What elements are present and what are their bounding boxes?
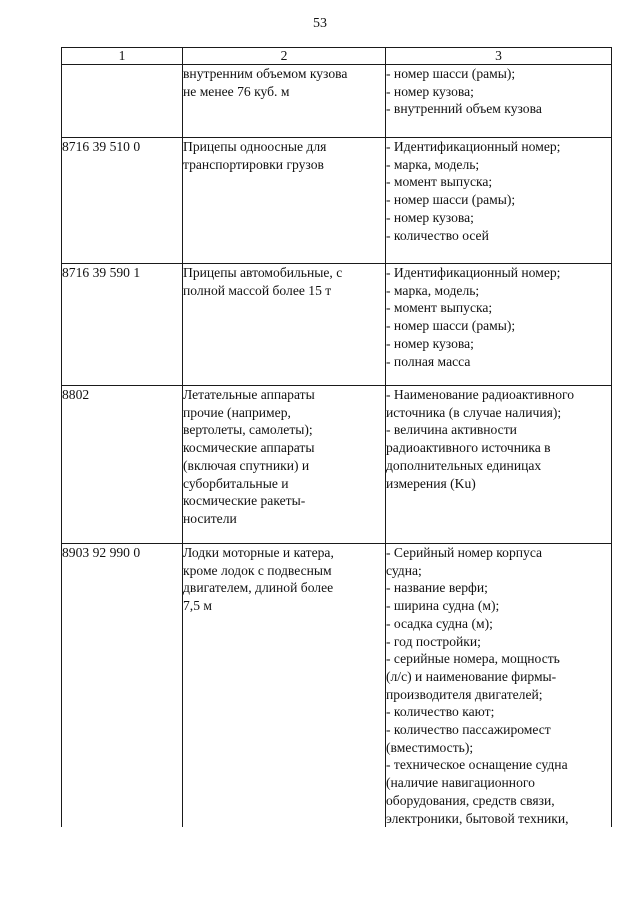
description-line: транспортировки грузов bbox=[183, 156, 324, 172]
attribute-line: - Идентификационный номер; bbox=[386, 139, 561, 154]
attribute-item bbox=[386, 386, 611, 421]
attribute-line: (вместимость); bbox=[386, 739, 474, 755]
description-line: 7,5 м bbox=[183, 598, 212, 614]
attribute-line: - марка, модель; bbox=[386, 156, 480, 172]
attribute-item bbox=[386, 721, 611, 756]
attribute-line: - номер шасси (рамы); bbox=[386, 192, 516, 208]
code-cell bbox=[62, 544, 183, 828]
attribute-line: - полная масса bbox=[386, 353, 471, 369]
attribute-item bbox=[386, 191, 611, 209]
attribute-line: - момент выпуска; bbox=[386, 174, 493, 190]
attribute-line: - название верфи; bbox=[386, 580, 488, 596]
attribute-line: - Наименование радиоактивного bbox=[386, 387, 575, 402]
attribute-item bbox=[386, 299, 611, 317]
description-line: вертолеты, самолеты); bbox=[183, 422, 313, 438]
attribute-item bbox=[386, 650, 611, 703]
description-line: Летательные аппараты bbox=[183, 387, 315, 402]
table-row bbox=[62, 544, 612, 828]
attribute-line: - номер кузова; bbox=[386, 83, 474, 99]
attribute-item bbox=[386, 756, 611, 827]
attribute-line: (л/с) и наименование фирмы- bbox=[386, 668, 557, 684]
table-header-row bbox=[62, 48, 612, 65]
attribute-item bbox=[386, 353, 611, 371]
column-header: 3 bbox=[386, 48, 612, 65]
attribute-line: - осадка судна (м); bbox=[386, 615, 493, 631]
attribute-line: электроники, бытовой техники, bbox=[386, 810, 569, 826]
tn-ved-code: 8903 92 990 0 bbox=[62, 545, 141, 560]
attribute-line: - серийные номера, мощность bbox=[386, 651, 560, 667]
description-line: Прицепы автомобильные, с bbox=[183, 265, 343, 280]
attribute-line: - Серийный номер корпуса bbox=[386, 545, 543, 560]
code-cell bbox=[62, 386, 183, 544]
code-cell bbox=[62, 65, 183, 138]
attribute-line: судна; bbox=[386, 562, 422, 578]
description-cell bbox=[183, 386, 386, 544]
attribute-line: - номер кузова; bbox=[386, 335, 474, 351]
attribute-item bbox=[386, 615, 611, 633]
attributes-cell bbox=[386, 544, 612, 828]
attribute-line: радиоактивного источника в bbox=[386, 440, 551, 456]
page-number: 53 bbox=[313, 16, 327, 31]
attribute-line: источника (в случае наличия); bbox=[386, 404, 562, 420]
attribute-item bbox=[386, 138, 611, 156]
attribute-item bbox=[386, 83, 611, 101]
description-line: двигателем, длиной более bbox=[183, 580, 334, 596]
attribute-line: - номер шасси (рамы); bbox=[386, 66, 516, 81]
column-header: 1 bbox=[62, 48, 183, 65]
attribute-line: - техническое оснащение судна bbox=[386, 757, 568, 773]
tn-ved-code: 8716 39 510 0 bbox=[62, 139, 141, 154]
table-row bbox=[62, 138, 612, 264]
document-table bbox=[61, 47, 612, 827]
attribute-item bbox=[386, 156, 611, 174]
attribute-line: - Идентификационный номер; bbox=[386, 265, 561, 280]
description-line: носители bbox=[183, 510, 237, 526]
attribute-line: (наличие навигационного bbox=[386, 775, 535, 791]
attribute-line: - номер кузова; bbox=[386, 209, 474, 225]
attribute-line: - количество осей bbox=[386, 227, 489, 243]
attributes-cell bbox=[386, 264, 612, 386]
description-cell bbox=[183, 65, 386, 138]
description-line: полной массой более 15 т bbox=[183, 282, 332, 298]
attribute-item bbox=[386, 264, 611, 282]
attribute-item bbox=[386, 544, 611, 579]
description-cell bbox=[183, 544, 386, 828]
description-line: Прицепы одноосные для bbox=[183, 139, 327, 154]
description-line: суборбитальные и bbox=[183, 475, 289, 491]
attribute-item bbox=[386, 703, 611, 721]
table-row bbox=[62, 264, 612, 386]
column-header: 2 bbox=[183, 48, 386, 65]
code-cell bbox=[62, 264, 183, 386]
attribute-item bbox=[386, 173, 611, 191]
attribute-item bbox=[386, 100, 611, 118]
description-line: космические ракеты- bbox=[183, 493, 306, 509]
description-line: прочие (например, bbox=[183, 404, 291, 420]
description-cell bbox=[183, 264, 386, 386]
description-line: (включая спутники) и bbox=[183, 457, 310, 473]
description-line: кроме лодок с подвесным bbox=[183, 562, 332, 578]
table-row bbox=[62, 386, 612, 544]
attribute-line: - внутренний объем кузова bbox=[386, 101, 542, 117]
attribute-item bbox=[386, 227, 611, 245]
attribute-line: измерения (Ku) bbox=[386, 475, 476, 491]
attribute-item bbox=[386, 421, 611, 492]
attribute-line: дополнительных единицах bbox=[386, 457, 542, 473]
attribute-line: - марка, модель; bbox=[386, 282, 480, 298]
attribute-line: - величина активности bbox=[386, 422, 517, 438]
attribute-item bbox=[386, 317, 611, 335]
attribute-item bbox=[386, 65, 611, 83]
attribute-item bbox=[386, 282, 611, 300]
attribute-item bbox=[386, 597, 611, 615]
description-line: Лодки моторные и катера, bbox=[183, 545, 334, 560]
attribute-line: - ширина судна (м); bbox=[386, 598, 500, 614]
attribute-line: - количество пассажиромест bbox=[386, 722, 551, 738]
tn-ved-code: 8802 bbox=[62, 387, 90, 402]
attribute-line: - номер шасси (рамы); bbox=[386, 318, 516, 334]
attribute-item bbox=[386, 579, 611, 597]
attribute-line: - момент выпуска; bbox=[386, 300, 493, 316]
attribute-line: - количество кают; bbox=[386, 704, 495, 720]
attribute-item bbox=[386, 209, 611, 227]
tn-ved-code: 8716 39 590 1 bbox=[62, 265, 141, 280]
attribute-line: - год постройки; bbox=[386, 633, 481, 649]
attribute-item bbox=[386, 335, 611, 353]
attributes-cell bbox=[386, 386, 612, 544]
description-line: внутренним объемом кузова bbox=[183, 66, 348, 81]
description-cell bbox=[183, 138, 386, 264]
attribute-line: оборудования, средств связи, bbox=[386, 792, 555, 808]
attributes-cell bbox=[386, 65, 612, 138]
code-cell bbox=[62, 138, 183, 264]
description-line: не менее 76 куб. м bbox=[183, 83, 290, 99]
attribute-item bbox=[386, 633, 611, 651]
attribute-line: производителя двигателей; bbox=[386, 686, 543, 702]
attributes-cell bbox=[386, 138, 612, 264]
table-row bbox=[62, 65, 612, 138]
description-line: космические аппараты bbox=[183, 440, 315, 456]
